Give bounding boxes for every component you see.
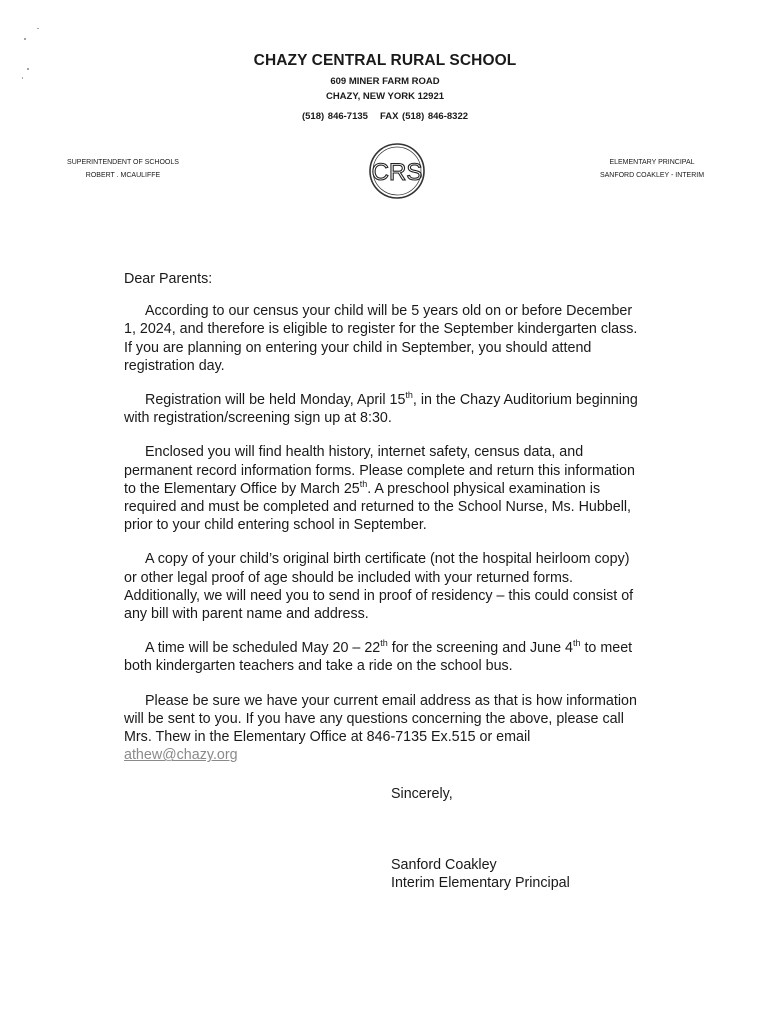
signer-name: Sanford Coakley [391,857,497,873]
paragraph-forms [124,443,644,534]
ordinal-suffix: th [380,638,388,649]
logo-letters: CRS [371,159,423,186]
contact-line [0,111,770,122]
school-name: CHAZY CENTRAL RURAL SCHOOL [253,52,517,69]
paragraph-screening [124,639,644,675]
registration-text-a: Registration will be held Monday, April 15 [145,392,406,409]
ordinal-suffix: th [405,390,413,401]
email-link[interactable]: athew@chazy.org [124,747,238,764]
screening-text-c: to meet both kindergarten teachers and take a ride on the school bus. [124,640,633,675]
forms-text-b: . A preschool physical examination is required and must be completed and returned to the School Nurse, Ms. Hubbell, prior to your child entering school in September. [124,480,632,534]
superintendent-block [63,156,183,182]
paragraph-census: According to our census your child will be 5 years old on or before December 1, 2024, and therefore is eligible to register for the September kindergarten class. If you are planning on entering your child in September, you should attend registration day. [124,303,638,374]
principal-name: SANFORD COAKLEY - INTERIM [599,172,705,179]
closing: Sincerely, [391,786,453,802]
fax-number: FAX (518) 846-8322 [379,111,469,122]
screening-text-a: A time will be scheduled May 20 – 22 [145,640,381,657]
scan-speck [24,38,26,40]
principal-block [590,156,714,182]
signature-block [391,856,570,892]
paragraph-birth-certificate: A copy of your child’s original birth certificate (not the hospital heirloom copy) or other legal proof of age should be included with your returned forms. Additionally, we will need you to send in proof of residency – this could consist of any bill with parent name and address. [124,551,634,623]
ordinal-suffix: th [359,479,368,490]
letter-body [124,270,644,780]
superintendent-title: SUPERINTENDENT OF SCHOOLS [67,159,179,166]
principal-title: ELEMENTARY PRINCIPAL [609,159,695,166]
salutation: Dear Parents: [124,271,213,287]
phone-number: (518) 846-7135 [301,111,368,122]
school-logo-icon [368,142,426,200]
screening-text-b: for the screening and June 4 [387,640,573,657]
paragraph-email [124,692,644,765]
ordinal-suffix: th [572,638,581,649]
paragraph-registration [124,391,644,427]
email-text: Please be sure we have your current email address as that is how information will be sent to you. If you have any questions concerning the above, please call Mrs. Thew in the Elementary Office at 846-7135 Ex.515 or email [124,692,637,746]
forms-text-a: Enclosed you will find health history, internet safety, census data, and permanent record information forms. Please complete and return this information to the Elementary Office by March 25 [124,444,635,497]
scan-speck [37,28,39,29]
signer-title: Interim Elementary Principal [391,875,570,891]
address-line-2: CHAZY, NEW YORK 12921 [325,91,445,102]
registration-text-b: , in the Chazy Auditorium beginning with registration/screening sign up at 8:30. [124,392,638,427]
address-line-1: 609 MINER FARM ROAD [330,76,440,87]
superintendent-name: ROBERT . MCAULIFFE [85,172,161,179]
